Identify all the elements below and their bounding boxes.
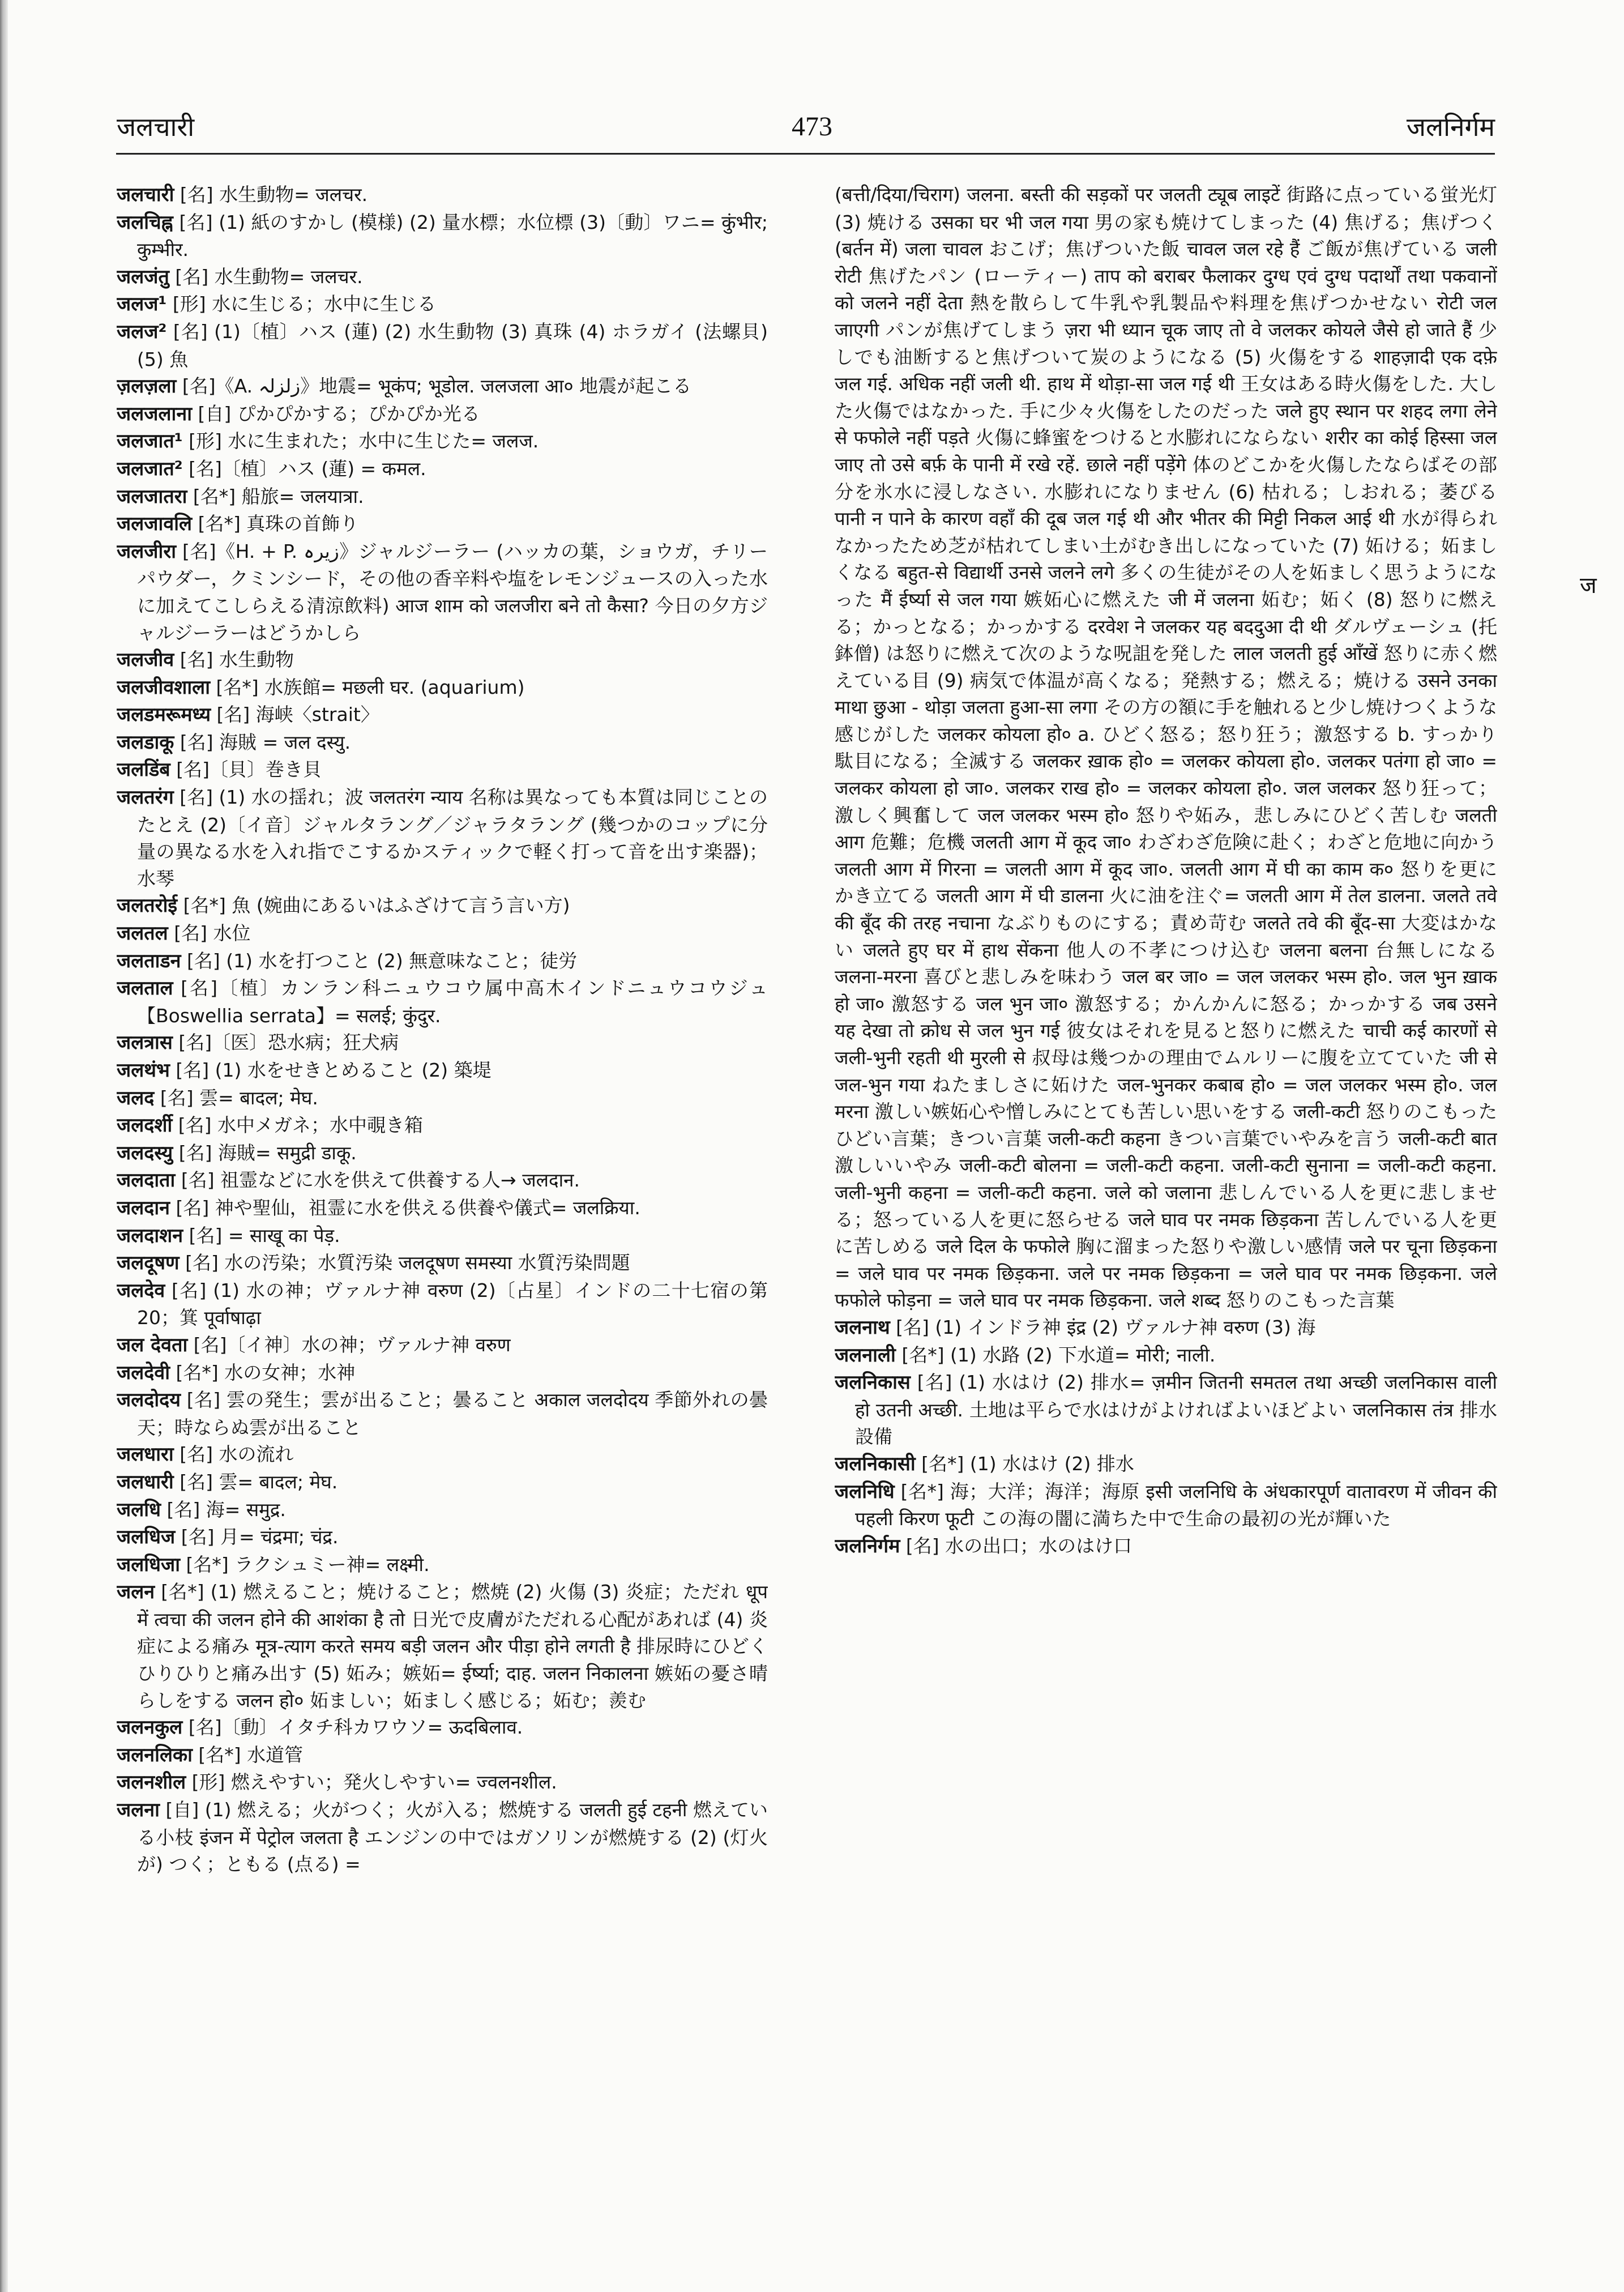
definition: [名]《H. + P. زیرہ》ジャルジーラー (ハッカの葉，ショウガ，チリーパウダー，クミンシード，その他の香辛料や塩をレモンジュースの入った水に加えてこしらえる清涼飲料) आज शाम को जलजीरा बने तो कैसा? 今日の夕方ジャルジーラーはどうかしら xyxy=(137,540,768,644)
headword: जलज² xyxy=(117,320,167,343)
dictionary-entry xyxy=(117,1359,768,1387)
dictionary-entry xyxy=(117,483,768,511)
headword: जलतरंग xyxy=(117,786,174,809)
headword: जलनशील xyxy=(117,1771,186,1794)
definition: [名] (1) 水をせきとめること (2) 築堤 xyxy=(169,1059,492,1081)
definition: [名] 水の汚染；水質汚染 जलदूषण समस्या 水質汚染問題 xyxy=(179,1252,630,1274)
dictionary-entry xyxy=(117,209,768,263)
dictionary-entry xyxy=(117,428,768,455)
dictionary-entry xyxy=(117,1523,768,1551)
dictionary-entry xyxy=(117,1277,768,1331)
dictionary-entry xyxy=(835,1342,1497,1369)
dictionary-entry-continued xyxy=(835,181,1497,1314)
definition: [名]〔貝〕巻き貝 xyxy=(170,758,322,781)
headword: जलडाकू xyxy=(117,731,174,754)
definition: [名*] (1) 水はけ (2) 排水 xyxy=(915,1452,1134,1475)
dictionary-entry xyxy=(117,1112,768,1139)
definition: [名] 水の流れ xyxy=(173,1443,294,1466)
headword: जलज¹ xyxy=(117,293,167,316)
definition: [名*] 海；大洋；海洋；海原 इसी जलनिधि के अंधकारपूर्ण वातावरण में जीवन की पहली किरण फूटी この海の闇に満ちた中で生命の最初の光が輝いた xyxy=(855,1480,1497,1530)
dictionary-entry xyxy=(117,646,768,674)
definition: [名] (1)〔植〕ハス (蓮) (2) 水生動物 (3) 真珠 (4) ホラガイ (法螺貝) (5) 魚 xyxy=(137,320,768,370)
definition: [名] 海= समुद्र. xyxy=(161,1498,286,1521)
dictionary-entry xyxy=(117,1386,768,1441)
dictionary-entry xyxy=(117,1167,768,1194)
dictionary-entry xyxy=(117,729,768,757)
dictionary-entry xyxy=(117,920,768,947)
headword: जलदान xyxy=(117,1196,170,1219)
definition: [名] 海峡〈strait〉 xyxy=(211,703,379,726)
headword: जलधि xyxy=(117,1498,161,1521)
definition: [名*] (1) 水路 (2) 下水道= मोरी; नाली. xyxy=(895,1343,1216,1366)
headword: जलडमरूमध्य xyxy=(117,703,211,727)
definition: [名] (1) 水はけ (2) 排水= ज़मीन जितनी समतल तथा अच्छी जलनिकास वाली हो उतनी अच्छी. 土地は平らで水はけがよければよいほどよい जलनिकास तंत्र 排水設備 xyxy=(855,1371,1497,1448)
headword: जलजात¹ xyxy=(117,430,183,453)
dictionary-entry xyxy=(117,1194,768,1222)
definition: [名] 水中メガネ；水中覗き箱 xyxy=(172,1114,423,1137)
definition: [名*] ラクシュミー神= लक्ष्मी. xyxy=(180,1553,430,1576)
definition: [形] 水に生じる；水中に生じる xyxy=(166,293,437,315)
definition: [名] (1) 紙のすかし (模様) (2) 量水標；水位標 (3)〔動〕ワニ= कुंभीर; कुम्भीर. xyxy=(137,211,768,261)
dictionary-entry xyxy=(117,674,768,702)
definition: [名] 水生動物= जलचर. xyxy=(169,265,363,288)
headword: जलदर्शी xyxy=(117,1114,173,1137)
headword: जलधारा xyxy=(117,1443,174,1466)
dictionary-entry xyxy=(117,701,768,729)
dictionary-entry xyxy=(117,510,768,538)
headword: जलचारी xyxy=(117,183,174,206)
definition: [名]〔植〕ハス (蓮) = कमल. xyxy=(182,457,426,480)
definition: [名] (1) 水の揺れ；波 जलतरंग न्याय 名称は異なっても本質は同じことのたとえ (2)〔イ音〕ジャルタラング／ジャラタラング (幾つかのコップに分量の異なる水を入れ指でこするかスティックで軽く打って音を出す楽器)；水琴 xyxy=(137,786,768,890)
definition: [名]〔植〕カンラン科ニュウコウ属中高木インドニュウコウジュ【Boswellia serrata】= सलई; कुंदुर. xyxy=(137,977,768,1027)
dictionary-entry xyxy=(117,538,768,646)
definition: [名*] 水道管 xyxy=(192,1743,304,1766)
right-guideword: जलनिर्गम xyxy=(1406,112,1495,142)
definition: [名] 月= चंद्रमा; चंद्र. xyxy=(175,1526,339,1548)
dictionary-entry xyxy=(117,1551,768,1579)
headword: जलदेव xyxy=(117,1279,165,1302)
headword: जलना xyxy=(117,1799,160,1822)
headword: जलनिकासी xyxy=(835,1452,916,1475)
definition: [名]《A. زلزلہ》地震= भूकंप; भूडोल. जलजला आ० 地震が起こる xyxy=(176,375,692,398)
headword: जलतरोई xyxy=(117,894,178,917)
headword: जलधिज xyxy=(117,1526,176,1549)
headword: जलजीवशाला xyxy=(117,676,211,699)
dictionary-entry xyxy=(117,756,768,784)
headword: जलधारी xyxy=(117,1470,174,1493)
headword: जलदूषण xyxy=(117,1252,180,1275)
headword: जलजातरा xyxy=(117,485,187,508)
headword: जलदाता xyxy=(117,1169,176,1192)
definition: [名]〔イ神〕水の神；ヴァルナ神 वरुण xyxy=(187,1333,511,1356)
definition: [名*] 水族館= मछली घर. (aquarium) xyxy=(210,676,525,698)
dictionary-entry xyxy=(835,1314,1497,1342)
dictionary-entry xyxy=(117,1057,768,1085)
definition: [名] (1) 水を打つこと (2) 無意味なこと；徒労 xyxy=(181,949,578,972)
dictionary-entry xyxy=(117,975,768,1029)
definition: [名] 水位 xyxy=(168,922,251,945)
dictionary-entry xyxy=(117,784,768,892)
definition: [形] 燃えやすい；発火しやすい= ज्वलनशील. xyxy=(186,1771,557,1794)
headword: जलजीरा xyxy=(117,540,177,563)
definition: [名] 海賊= समुद्री डाकू. xyxy=(173,1141,357,1164)
dictionary-entry xyxy=(117,1222,768,1250)
definition: [名] = साखू का पेड़. xyxy=(183,1224,340,1247)
dictionary-entry xyxy=(117,947,768,975)
definition: [自] ぴかぴかする；ぴかぴか光る xyxy=(192,402,480,425)
headword: जलदेवी xyxy=(117,1361,170,1384)
headword: जलनलिका xyxy=(117,1743,193,1766)
headword: जलनिकास xyxy=(835,1371,911,1394)
headword: जलनिर्गम xyxy=(835,1534,900,1557)
left-column xyxy=(117,181,768,2265)
dictionary-entry xyxy=(117,1249,768,1277)
headword: जलजलाना xyxy=(117,402,193,425)
headword: ज़लज़ला xyxy=(117,375,177,398)
headword: जलन xyxy=(117,1581,155,1604)
headword: जलदोदय xyxy=(117,1389,181,1412)
definition: [名]〔医〕恐水病；狂犬病 xyxy=(172,1031,399,1054)
dictionary-entry xyxy=(117,1496,768,1524)
dictionary-entry xyxy=(835,1450,1497,1478)
dictionary-entry xyxy=(117,400,768,428)
dictionary-entry xyxy=(835,1369,1497,1450)
definition: [名*] (1) 燃えること；焼けること；燃焼 (2) 火傷 (3) 炎症；ただれ धूप में त्वचा की जलन होने की आशंका है तो 日光で皮膚がただれる心配があれば (4) 炎症による痛み मूत्र-त्याग करते समय बड़ी जलन और पीड़ा होने लगती है 排尿時にひどくひりひりと痛み出す (5) 妬み；嫉妬= ईर्ष्या; दाह. जलन निकालना 嫉妬の憂さ晴らしをする जलन हो० 妬ましい；妬ましく感じる；妬む；羨む xyxy=(137,1581,768,1711)
headword: जलजीव xyxy=(117,648,174,672)
definition: [名] 水生動物= जलचर. xyxy=(174,183,368,206)
dictionary-entry xyxy=(835,1478,1497,1533)
headword: जलडिंब xyxy=(117,758,170,782)
definition: (बत्ती/दिया/चिराग) जलना. बस्ती की सड़कों पर जलती ट्यूब लाइटें 街路に点っている蛍光灯 (3) 焼ける उसका घर भी जल गया 男の家も焼けてしまった (4) 焦げる；焦げつく (बर्तन में) जला चावल おこげ；焦げついた飯 चावल जल रहे हैं ご飯が焦げている जली रोटी 焦げたパン (ローティー) ताप को बराबर फैलाकर दुग्ध एवं दुग्ध पदार्थों तथा पकवानों को जलने नहीं देता 熱を散らして牛乳や乳製品や料理を焦げつかせない रोटी जल जाएगी パンが焦げてしまう ज़रा भी ध्यान चूक जाए तो वे जलकर कोयले जैसे हो जाते हैं 少しでも油断すると焦げついて炭のようになる (5) 火傷をする शाहज़ादी एक दफ़े जल गई. अधिक नहीं जली थी. हाथ में थोड़ा-सा जल गई थी 王女はある時火傷をした. 大した火傷ではなかった. 手に少々火傷をしたのだった जले हुए स्थान पर शहद लगा लेने से फफोले नहीं पड़ते 火傷に蜂蜜をつけると水膨れにならない शरीर का कोई हिस्सा जल जाए तो उसे बर्फ़ के पानी में रखे रहें. छाले नहीं पड़ेंगे 体のどこかを火傷したならばその部分を氷水に浸しなさい. 水膨れになりません (6) 枯れる；しおれる；萎びる पानी न पाने के कारण वहाँ की दूब जल गई थी और भीतर की मिट्टी निकल आई थी 水が得られなかったため芝が枯れてしまい土がむき出しになっていた (7) 妬ける；妬ましくなる बहुत-से विद्यार्थी उनसे जलने लगे 多くの生徒がその人を妬ましく思うようになった मैं ईर्ष्या से जल गया 嫉妬心に燃えた जी में जलना 妬む；妬く (8) 怒りに燃える；かっとなる；かっかする दरवेश ने जलकर यह बददुआ दी थी ダルヴェーシュ (托鉢僧) は怒りに燃えて次のような呪詛を発した लाल जलती हुई आँखें 怒りに赤く燃えている目 (9) 病気で体温が高くなる；発熱する；燃える；焼ける उसने उनका माथा छुआ - थोड़ा जलता हुआ-सा लगा その方の額に手を触れると少し焼けつくような感じがした जलकर कोयला हो० a. ひどく怒る；怒り狂う；激怒する b. すっかり駄目になる；全滅する जलकर ख़ाक हो० = जलकर कोयला हो०. जलकर पतंगा हो जा० = जलकर कोयला हो जा०. जलकर राख हो० = जलकर कोयला हो०. जल जलकर 怒り狂って；激しく興奮して जल जलकर भस्म हो० 怒りや妬み，悲しみにひどく苦しむ जलती आग 危難；危機 जलती आग में कूद जा० わざわざ危険に赴く；わざと危地に向かう जलती आग में गिरना = जलती आग में कूद जा०. जलती आग में घी का काम क० 怒りを更にかき立てる जलती आग में घी डालना 火に油を注ぐ= जलती आग में तेल डालना. जलते तवे की बूँद की तरह नचाना なぶりものにする；責め苛む जलते तवे की बूँद-सा 大変はかない जलते हुए घर में हाथ सेंकना 他人の不孝につけ込む जलना बलना 台無しになる जलना-मरना 喜びと悲しみを味わう जल बर जा० = जल जलकर भस्म हो०. जल भुन ख़ाक हो जा० 激怒する जल भुन जा० 激怒する；かんかんに怒る；かっかする जब उसने यह देखा तो क्रोध से जल भुन गई 彼女はそれを見ると怒りに燃えた चाची कई कारणों से जली-भुनी रहती थी मुरली से 叔母は幾つかの理由でムルリーに腹を立てていた जी से जल-भुन गया ねたましさに妬けた जल-भुनकर कबाब हो० = जल जलकर भस्म हो०. जल मरना 激しい嫉妬心や憎しみにとても苦しい思いをする जली-कटी 怒りのこもったひどい言葉；きつい言葉 जली-कटी कहना きつい言葉でいやみを言う जली-कटी बात 激しいいやみ जली-कटी बोलना = जली-कटी कहना. जली-कटी सुनाना = जली-कटी कहना. जली-भुनी कहना = जली-कटी कहना. जले को जलाना 悲しんでいる人を更に悲しませる；怒っている人を更に怒らせる जले घाव पर नमक छिड़कना 苦しんでいる人を更に苦しめる जले दिल के फफोले 胸に溜まった怒りや激しい感情 जले पर चूना छिड़कना = जले घाव पर नमक छिड़कना. जले पर नमक छिड़कना = जले घाव पर नमक छिड़कना. जले फफोले फोड़ना = जले घाव पर नमक छिड़कना. जले शब्द 怒りのこもった言葉 xyxy=(835,183,1497,1312)
thumb-index-letter: ज xyxy=(1580,573,1597,599)
header-rule xyxy=(116,153,1495,155)
dictionary-entry xyxy=(117,1578,768,1714)
definition: [名]〔動〕イタチ科カワウソ= ऊदबिलाव. xyxy=(182,1716,523,1739)
headword: जलनकुल xyxy=(117,1716,183,1739)
headword: जलथंभ xyxy=(117,1059,170,1082)
definition: [名] (1) インドラ神 इंद्र (2) ヴァルナ神 वरुण (3) 海 xyxy=(890,1316,1316,1338)
definition: [形] 水に生まれた；水中に生じた= जलज. xyxy=(182,430,539,453)
dictionary-entry xyxy=(117,1139,768,1167)
page-number: 473 xyxy=(792,112,832,142)
dictionary-entry xyxy=(117,455,768,483)
dictionary-entry xyxy=(117,1796,768,1878)
dictionary-entry xyxy=(117,892,768,920)
dictionary-entry xyxy=(117,291,768,318)
dictionary-entry xyxy=(117,373,768,400)
headword: जलतल xyxy=(117,922,168,945)
definition: [名] 雲の発生；雲が出ること；曇ること अकाल जलदोदय 季節外れの曇天；時ならぬ雲が出ること xyxy=(137,1389,768,1439)
headword: जलजात² xyxy=(117,457,183,480)
dictionary-entry xyxy=(117,181,768,209)
dictionary-entry xyxy=(117,1742,768,1769)
headword: जलचिह्न xyxy=(117,211,173,234)
headword: जल देवता xyxy=(117,1333,188,1356)
headword: जलजंतु xyxy=(117,265,169,288)
headword: जलनाली xyxy=(835,1343,896,1367)
left-guideword: जलचारी xyxy=(117,112,195,142)
headword: जलदस्यु xyxy=(117,1141,173,1164)
headword: जलधिजा xyxy=(117,1553,181,1576)
definition: [名*] 真珠の首飾り xyxy=(192,513,359,535)
dictionary-entry xyxy=(117,318,768,373)
definition: [名] (1) 水の神；ヴァルナ神 वरुण (2)〔占星〕インドの二十七宿の第 20；箕 पूर्वाषाढ़ा xyxy=(137,1279,768,1329)
definition: [名] 海賊 = जल दस्यु. xyxy=(174,731,351,753)
definition: [名*] 船旅= जलयात्रा. xyxy=(187,485,364,507)
headword: जलनाथ xyxy=(835,1316,890,1339)
dictionary-entry xyxy=(117,263,768,291)
right-column xyxy=(835,181,1497,2265)
definition: [名] 祖霊などに水を供えて供養する人→ जलदान. xyxy=(175,1169,580,1192)
dictionary-entry xyxy=(117,1441,768,1469)
definition: [名] 雲= बादल; मेघ. xyxy=(173,1470,338,1493)
headword: जलत्रास xyxy=(117,1031,173,1055)
dictionary-entry xyxy=(117,1085,768,1112)
definition: [自] (1) 燃える；火がつく；火が入る；燃焼する जलती हुई टहनी 燃えている小枝 इंजन में पेट्रोल जलता है エンジンの中ではガソリンが燃焼する (2) (灯火が) つく；ともる (点る) = xyxy=(137,1799,768,1876)
dictionary-entry xyxy=(117,1331,768,1359)
dictionary-entry xyxy=(835,1533,1497,1560)
headword: जलताल xyxy=(117,977,173,1000)
definition: [名*] 魚 (婉曲にあるいはふざけて言う言い方) xyxy=(177,894,570,917)
headword: जलद xyxy=(117,1086,155,1109)
definition: [名] 水生動物 xyxy=(174,648,294,671)
headword: जलनिधि xyxy=(835,1480,895,1503)
definition: [名*] 水の女神；水神 xyxy=(170,1361,356,1384)
definition: [名] 水の出口；水のはけ口 xyxy=(900,1534,1132,1557)
page-binding-edge xyxy=(0,0,8,2292)
dictionary-entry xyxy=(117,1469,768,1496)
definition: [名] 雲= बादल; मेघ. xyxy=(154,1086,318,1109)
dictionary-entry xyxy=(117,1714,768,1742)
definition: [名] 神や聖仙，祖霊に水を供える供養や儀式= जलक्रिया. xyxy=(170,1196,640,1219)
dictionary-entry xyxy=(117,1769,768,1796)
headword: जलजावलि xyxy=(117,513,193,536)
dictionary-entry xyxy=(117,1029,768,1057)
headword: जलदाशन xyxy=(117,1224,183,1247)
headword: जलताडन xyxy=(117,949,181,972)
